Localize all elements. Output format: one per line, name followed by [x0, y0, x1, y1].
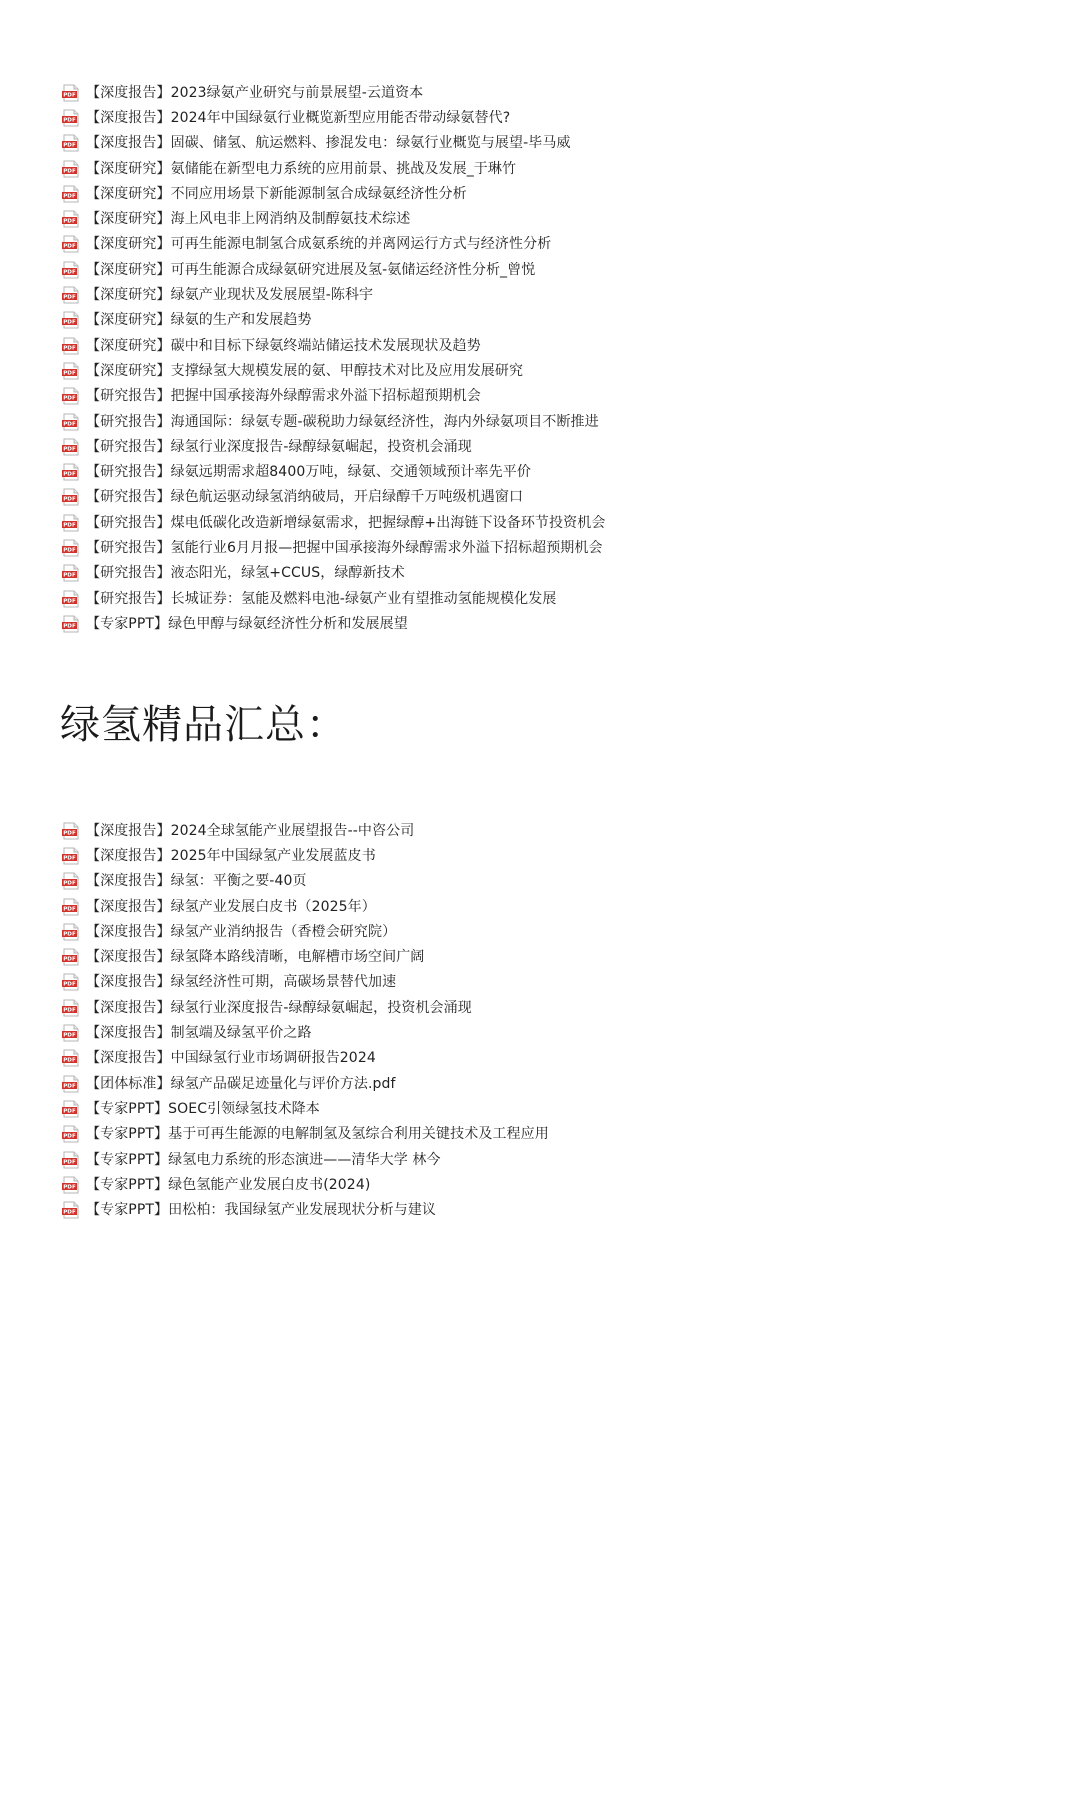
file-name: 【深度研究】可再生能源合成绿氨研究进展及氢-氨储运经济性分析_曾悦: [86, 261, 536, 278]
file-name: 【深度研究】可再生能源电制氢合成氨系统的并离网运行方式与经济性分析: [86, 236, 552, 253]
pdf-file-icon: [62, 438, 80, 456]
file-item[interactable]: [62, 358, 1062, 383]
pdf-file-icon: [62, 1024, 80, 1042]
svg-text:PDF: PDF: [63, 269, 76, 276]
file-name: 【深度报告】2024年中国绿氨行业概览新型应用能否带动绿氨替代?: [86, 109, 511, 126]
svg-text:PDF: PDF: [63, 1133, 76, 1140]
pdf-file-icon: [62, 210, 80, 228]
svg-text:PDF: PDF: [63, 244, 76, 251]
file-item[interactable]: [62, 561, 1062, 586]
file-name: 【深度研究】氨储能在新型电力系统的应用前景、挑战及发展_于琳竹: [86, 160, 517, 177]
pdf-file-icon: [62, 1049, 80, 1067]
pdf-file-icon: [62, 999, 80, 1017]
svg-text:PDF: PDF: [63, 92, 76, 99]
svg-text:PDF: PDF: [63, 1184, 76, 1191]
file-name: 【深度报告】绿氢经济性可期，高碳场景替代加速: [86, 974, 397, 991]
svg-text:PDF: PDF: [63, 598, 76, 605]
pdf-file-icon: [62, 463, 80, 481]
pdf-file-icon: [62, 387, 80, 405]
file-name: 【研究报告】绿氨远期需求超8400万吨，绿氨、交通领域预计率先平价: [86, 464, 531, 481]
file-name: 【专家PPT】绿色氢能产业发展白皮书(2024): [86, 1176, 371, 1193]
file-item[interactable]: [62, 1172, 1062, 1197]
file-name: 【深度研究】碳中和目标下绿氨终端站储运技术发展现状及趋势: [86, 337, 481, 354]
pdf-file-icon: [62, 109, 80, 127]
file-item[interactable]: [62, 586, 1062, 611]
pdf-file-icon: [62, 1176, 80, 1194]
file-name: 【深度报告】2023绿氨产业研究与前景展望-云道资本: [86, 84, 424, 101]
file-item[interactable]: [62, 1096, 1062, 1121]
file-name: 【深度报告】固碳、储氢、航运燃料、掺混发电：绿氨行业概览与展望-毕马威: [86, 135, 571, 152]
svg-text:PDF: PDF: [63, 1209, 76, 1216]
file-name: 【深度研究】支撑绿氢大规模发展的氨、甲醇技术对比及应用发展研究: [86, 362, 524, 379]
svg-text:PDF: PDF: [63, 982, 76, 989]
file-name: 【研究报告】液态阳光，绿氢+CCUS，绿醇新技术: [86, 565, 405, 582]
file-item[interactable]: [62, 80, 1062, 105]
file-item[interactable]: [62, 105, 1062, 130]
file-name: 【深度报告】绿氢产业发展白皮书（2025年）: [86, 898, 376, 915]
file-name: 【研究报告】长城证券：氢能及燃料电池-绿氨产业有望推动氢能规模化发展: [86, 590, 557, 607]
file-item[interactable]: [62, 1147, 1062, 1172]
svg-text:PDF: PDF: [63, 446, 76, 453]
svg-text:PDF: PDF: [63, 1032, 76, 1039]
file-item[interactable]: [62, 409, 1062, 434]
pdf-file-icon: [62, 948, 80, 966]
file-item[interactable]: [62, 818, 1062, 843]
pdf-file-icon: [62, 872, 80, 890]
file-name: 【深度报告】绿氢降本路线清晰，电解槽市场空间广阔: [86, 949, 425, 966]
svg-text:PDF: PDF: [63, 168, 76, 175]
pdf-file-icon: [62, 185, 80, 203]
pdf-file-icon: [62, 362, 80, 380]
svg-text:PDF: PDF: [63, 855, 76, 862]
pdf-file-icon: [62, 539, 80, 557]
svg-text:PDF: PDF: [63, 522, 76, 529]
file-name: 【专家PPT】绿氢电力系统的形态演进——清华大学 林今: [86, 1151, 441, 1168]
pdf-file-icon: [62, 84, 80, 102]
file-name: 【深度报告】绿氢产业消纳报告（香橙会研究院）: [86, 923, 397, 940]
file-item[interactable]: [62, 282, 1062, 307]
file-item[interactable]: [62, 1197, 1062, 1222]
file-name: 【研究报告】氢能行业6月月报—把握中国承接海外绿醇需求外溢下招标超预期机会: [86, 539, 603, 556]
file-item[interactable]: [62, 333, 1062, 358]
file-name: 【专家PPT】绿色甲醇与绿氨经济性分析和发展展望: [86, 615, 408, 632]
svg-text:PDF: PDF: [63, 421, 76, 428]
file-item[interactable]: [62, 459, 1062, 484]
file-item[interactable]: [62, 1122, 1062, 1147]
file-name: 【深度研究】绿氨的生产和发展趋势: [86, 312, 312, 329]
svg-text:PDF: PDF: [63, 623, 76, 630]
file-item[interactable]: [62, 384, 1062, 409]
file-item[interactable]: [62, 232, 1062, 257]
svg-text:PDF: PDF: [63, 1007, 76, 1014]
pdf-file-icon: [62, 847, 80, 865]
file-name: 【专家PPT】SOEC引领绿氢技术降本: [86, 1100, 320, 1117]
file-name: 【深度报告】中国绿氢行业市场调研报告2024: [86, 1050, 376, 1067]
svg-text:PDF: PDF: [63, 142, 76, 149]
file-name: 【深度研究】海上风电非上网消纳及制醇氨技术综述: [86, 211, 411, 228]
svg-text:PDF: PDF: [63, 956, 76, 963]
file-item[interactable]: [62, 485, 1062, 510]
file-item[interactable]: [62, 181, 1062, 206]
svg-text:PDF: PDF: [63, 1083, 76, 1090]
file-item[interactable]: [62, 257, 1062, 282]
pdf-file-icon: [62, 235, 80, 253]
file-item[interactable]: [62, 944, 1062, 969]
file-list-top: [62, 80, 1062, 637]
svg-text:PDF: PDF: [63, 117, 76, 124]
file-name: 【深度报告】绿氢行业深度报告-绿醇绿氨崛起，投资机会涌现: [86, 999, 472, 1016]
pdf-file-icon: [62, 413, 80, 431]
pdf-file-icon: [62, 615, 80, 633]
file-name: 【深度研究】绿氨产业现状及发展展望-陈科宇: [86, 287, 374, 304]
pdf-file-icon: [62, 286, 80, 304]
file-item[interactable]: [62, 1020, 1062, 1045]
pdf-file-icon: [62, 564, 80, 582]
file-item[interactable]: [62, 131, 1062, 156]
file-item[interactable]: [62, 894, 1062, 919]
section-heading: 绿氢精品汇总：: [60, 702, 347, 748]
svg-text:PDF: PDF: [63, 370, 76, 377]
file-item[interactable]: [62, 156, 1062, 181]
file-item[interactable]: [62, 919, 1062, 944]
svg-text:PDF: PDF: [63, 319, 76, 326]
file-item[interactable]: [62, 1071, 1062, 1096]
file-name: 【深度报告】2024全球氢能产业展望报告--中咨公司: [86, 822, 415, 839]
svg-text:PDF: PDF: [63, 496, 76, 503]
svg-text:PDF: PDF: [63, 193, 76, 200]
svg-text:PDF: PDF: [63, 830, 76, 837]
svg-text:PDF: PDF: [63, 1057, 76, 1064]
pdf-file-icon: [62, 160, 80, 178]
file-item[interactable]: [62, 510, 1062, 535]
file-name: 【深度报告】2025年中国绿氢产业发展蓝皮书: [86, 847, 376, 864]
pdf-file-icon: [62, 1201, 80, 1219]
pdf-file-icon: [62, 898, 80, 916]
file-name: 【研究报告】绿色航运驱动绿氢消纳破局，开启绿醇千万吨级机遇窗口: [86, 489, 524, 506]
file-item[interactable]: [62, 995, 1062, 1020]
pdf-file-icon: [62, 134, 80, 152]
pdf-file-icon: [62, 590, 80, 608]
file-item[interactable]: [62, 970, 1062, 995]
svg-text:PDF: PDF: [63, 906, 76, 913]
file-item[interactable]: [62, 434, 1062, 459]
svg-text:PDF: PDF: [63, 345, 76, 352]
pdf-file-icon: [62, 488, 80, 506]
pdf-file-icon: [62, 1125, 80, 1143]
file-name: 【研究报告】把握中国承接海外绿醇需求外溢下招标超预期机会: [86, 388, 481, 405]
file-name: 【研究报告】煤电低碳化改造新增绿氨需求，把握绿醇+出海链下设备环节投资机会: [86, 514, 606, 531]
file-name: 【研究报告】海通国际：绿氨专题-碳税助力绿氨经济性，海内外绿氨项目不断推进: [86, 413, 599, 430]
file-name: 【深度研究】不同应用场景下新能源制氢合成绿氨经济性分析: [86, 185, 467, 202]
pdf-file-icon: [62, 973, 80, 991]
file-name: 【专家PPT】基于可再生能源的电解制氢及氢综合利用关键技术及工程应用: [86, 1126, 549, 1143]
file-item[interactable]: [62, 535, 1062, 560]
svg-text:PDF: PDF: [63, 1159, 76, 1166]
file-item[interactable]: [62, 308, 1062, 333]
pdf-file-icon: [62, 1075, 80, 1093]
pdf-file-icon: [62, 311, 80, 329]
svg-text:PDF: PDF: [63, 395, 76, 402]
file-item[interactable]: [62, 206, 1062, 231]
svg-text:PDF: PDF: [63, 931, 76, 938]
file-item[interactable]: [62, 869, 1062, 894]
file-name: 【团体标准】绿氢产品碳足迹量化与评价方法.pdf: [86, 1075, 396, 1092]
svg-text:PDF: PDF: [63, 1108, 76, 1115]
svg-text:PDF: PDF: [63, 294, 76, 301]
file-name: 【研究报告】绿氢行业深度报告-绿醇绿氨崛起，投资机会涌现: [86, 438, 472, 455]
pdf-file-icon: [62, 514, 80, 532]
svg-text:PDF: PDF: [63, 572, 76, 579]
file-name: 【专家PPT】田松柏：我国绿氢产业发展现状分析与建议: [86, 1202, 437, 1219]
pdf-file-icon: [62, 1151, 80, 1169]
pdf-file-icon: [62, 923, 80, 941]
pdf-file-icon: [62, 822, 80, 840]
file-item[interactable]: [62, 843, 1062, 868]
file-item[interactable]: [62, 1046, 1062, 1071]
pdf-file-icon: [62, 337, 80, 355]
file-name: 【深度报告】制氢端及绿氢平价之路: [86, 1025, 312, 1042]
file-item[interactable]: [62, 611, 1062, 636]
pdf-file-icon: [62, 1100, 80, 1118]
file-list-bottom: [62, 818, 1062, 1223]
pdf-file-icon: [62, 261, 80, 279]
svg-text:PDF: PDF: [63, 547, 76, 554]
file-name: 【深度报告】绿氢：平衡之要-40页: [86, 873, 307, 890]
svg-text:PDF: PDF: [63, 880, 76, 887]
svg-text:PDF: PDF: [63, 218, 76, 225]
svg-text:PDF: PDF: [63, 471, 76, 478]
